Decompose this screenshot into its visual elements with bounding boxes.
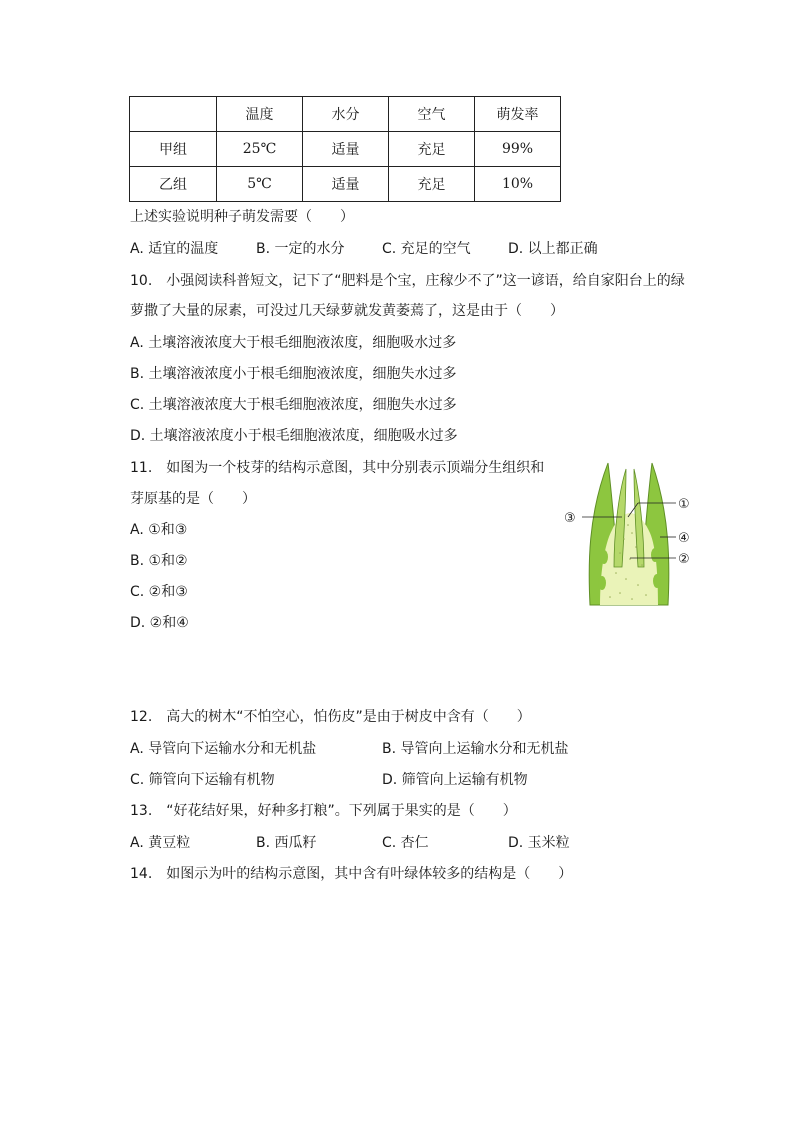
option-c: C. 杏仁 bbox=[382, 835, 429, 851]
option-c: C. 筛管向下运输有机物 bbox=[130, 772, 275, 788]
option-a: A. 黄豆粒 bbox=[130, 835, 191, 851]
stipple-dot bbox=[631, 598, 633, 600]
stipple-dot bbox=[635, 546, 637, 548]
stipple-dot bbox=[641, 564, 643, 566]
bud-primordium-shape bbox=[653, 574, 661, 588]
question-11-stem-line2: 芽原基的是（ ） bbox=[130, 491, 256, 507]
bud-primordium-shape bbox=[651, 548, 659, 562]
figure-label-3: ③ bbox=[564, 511, 576, 526]
experiment-table bbox=[129, 96, 561, 202]
table-cell: 充足 bbox=[389, 132, 475, 167]
stipple-dot bbox=[627, 524, 629, 526]
table-cell: 5℃ bbox=[217, 167, 303, 202]
stipple-dot bbox=[615, 572, 617, 574]
stipple-dot bbox=[629, 558, 631, 560]
table-cell: 10% bbox=[475, 167, 561, 202]
bud-structure-figure bbox=[560, 455, 700, 610]
table-header-cell: 水分 bbox=[303, 97, 389, 132]
table-header-cell: 空气 bbox=[389, 97, 475, 132]
option-a: A. ①和③ bbox=[130, 522, 188, 538]
option-c: C. ②和③ bbox=[130, 584, 188, 600]
stipple-dot bbox=[645, 594, 647, 596]
figure-label-2: ② bbox=[678, 552, 690, 567]
option-a: A. 适宜的温度 bbox=[130, 241, 219, 257]
question-9-stem: 上述实验说明种子萌发需要（ ） bbox=[130, 209, 354, 225]
table-cell: 甲组 bbox=[130, 132, 217, 167]
option-b: B. ①和② bbox=[130, 553, 188, 569]
table-cell: 乙组 bbox=[130, 167, 217, 202]
option-b: B. 土壤溶液浓度小于根毛细胞液浓度，细胞失水过多 bbox=[130, 366, 457, 382]
table-header-cell: 温度 bbox=[217, 97, 303, 132]
table-cell: 99% bbox=[475, 132, 561, 167]
table-row bbox=[130, 167, 561, 202]
option-b: B. 西瓜籽 bbox=[256, 835, 317, 851]
option-d: D. 筛管向上运输有机物 bbox=[382, 772, 528, 788]
option-a: A. 土壤溶液浓度大于根毛细胞液浓度，细胞吸水过多 bbox=[130, 335, 457, 351]
bud-primordium-shape bbox=[598, 576, 606, 590]
stipple-dot bbox=[625, 578, 627, 580]
table-cell: 适量 bbox=[303, 167, 389, 202]
table-header-cell: 萌发率 bbox=[475, 97, 561, 132]
stipple-dot bbox=[623, 538, 625, 540]
bud-primordium-shape bbox=[600, 550, 608, 564]
question-10-stem-line2: 萝撒了大量的尿素，可没过几天绿萝就发黄萎蔫了，这是由于（ ） bbox=[130, 303, 564, 319]
question-10-stem-line1: 10. 小强阅读科普短文，记下了“肥料是个宝，庄稼少不了”这一谚语，给自家阳台上的绿 bbox=[130, 273, 685, 289]
option-d: D. 以上都正确 bbox=[508, 241, 598, 257]
option-d: D. ②和④ bbox=[130, 615, 189, 631]
option-b: B. 一定的水分 bbox=[256, 241, 345, 257]
option-d: D. 土壤溶液浓度小于根毛细胞液浓度，细胞吸水过多 bbox=[130, 428, 458, 444]
option-c: C. 充足的空气 bbox=[382, 241, 471, 257]
table-header-cell bbox=[130, 97, 217, 132]
table-header-row bbox=[130, 97, 561, 132]
question-12-stem: 12. 高大的树木“不怕空心，怕伤皮”是由于树皮中含有（ ） bbox=[130, 709, 531, 725]
figure-label-4: ④ bbox=[678, 531, 690, 546]
table-cell: 适量 bbox=[303, 132, 389, 167]
figure-label-1: ① bbox=[678, 497, 690, 512]
question-11-stem-line1: 11. 如图为一个枝芽的结构示意图，其中分别表示顶端分生组织和 bbox=[130, 460, 545, 476]
stipple-dot bbox=[619, 552, 621, 554]
stipple-dot bbox=[631, 532, 633, 534]
table-cell: 25℃ bbox=[217, 132, 303, 167]
option-c: C. 土壤溶液浓度大于根毛细胞液浓度，细胞失水过多 bbox=[130, 397, 457, 413]
table-cell: 充足 bbox=[389, 167, 475, 202]
question-14-stem: 14. 如图示为叶的结构示意图，其中含有叶绿体较多的结构是（ ） bbox=[130, 866, 573, 882]
option-a: A. 导管向下运输水分和无机盐 bbox=[130, 741, 317, 757]
stipple-dot bbox=[637, 584, 639, 586]
question-13-stem: 13. “好花结好果，好种多打粮”。下列属于果实的是（ ） bbox=[130, 803, 517, 819]
stipple-dot bbox=[609, 596, 611, 598]
table-row bbox=[130, 132, 561, 167]
stipple-dot bbox=[619, 592, 621, 594]
option-d: D. 玉米粒 bbox=[508, 835, 570, 851]
option-b: B. 导管向上运输水分和无机盐 bbox=[382, 741, 569, 757]
